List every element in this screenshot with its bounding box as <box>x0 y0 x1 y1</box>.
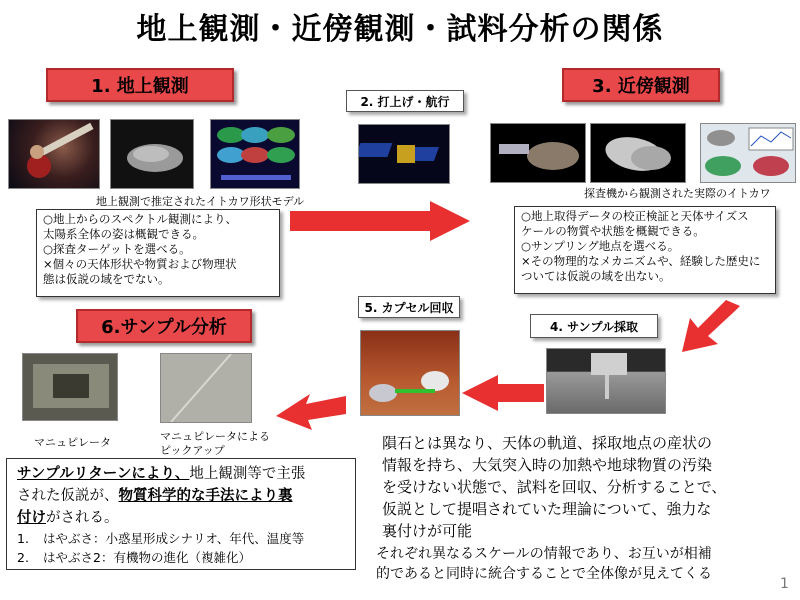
summary-text-1: 地上観測等で主張 <box>189 466 306 482</box>
proximity-line-2: ケールの物質や状態を概観できる。 <box>521 224 705 238</box>
conclusion-text <box>376 544 786 584</box>
summary-item1-num: 1. <box>17 531 29 546</box>
proximity-line-3: ○サンプリング地点を選べる。 <box>521 239 680 253</box>
manipulator-caption: マニュピレータ <box>34 436 111 449</box>
ground-line-1: ○地上からのスペクトル観測により、 <box>43 212 238 226</box>
meteorite-comparison-text <box>382 432 792 542</box>
proximity-observation-header: 3. 近傍観測 <box>562 68 720 102</box>
summary-item2: はやぶさ2：有機物の進化（複雑化） <box>43 550 251 565</box>
spectral-map-image <box>210 119 300 189</box>
summary-item2-num: 2. <box>17 550 29 565</box>
sample-collection-header: 4. サンプル採取 <box>530 314 658 338</box>
meteorite-line-2: 情報を持ち、大気突入時の加熱や地球物質の汚染 <box>382 456 713 474</box>
spacecraft-image <box>358 124 450 184</box>
conclusion-line-1: それぞれ異なるスケールの情報であり、お互いが相補 <box>376 546 712 562</box>
ground-observation-header: 1. 地上観測 <box>46 68 234 102</box>
summary-text-2: された仮説が、 <box>17 488 119 504</box>
ground-model-caption: 地上観測で推定されたイトカワ形状モデル <box>96 195 305 208</box>
proximity-line-4: ×その物理的なメカニズムや、経験した歴史に <box>521 254 761 268</box>
arrow-down-left-icon <box>676 300 746 356</box>
itokawa-model-image <box>110 119 194 189</box>
arrow-left-lower-icon <box>276 390 346 430</box>
proximity-line-5: ついては仮説の域を出ない。 <box>521 269 671 283</box>
capsule-recovery-image <box>360 330 460 416</box>
summary-item1: はやぶさ：小惑星形成シナリオ、年代、温度等 <box>43 531 305 546</box>
meteorite-line-4: 仮説として提唱されていた理論について、強力な <box>382 500 712 518</box>
probe-asteroid-image <box>490 123 586 183</box>
summary-emph-1: サンプルリターンにより、 <box>17 466 190 482</box>
summary-text-3: がされる。 <box>46 510 119 526</box>
meteorite-line-1: 隕石とは異なり、天体の軌道、採取地点の産状の <box>382 434 713 452</box>
arrow-right-top-icon <box>290 201 474 241</box>
meteorite-line-3: を受けない状態で、試料を回収、分析することで、 <box>382 478 727 496</box>
proximity-data-image <box>700 123 796 183</box>
page-title: 地上観測・近傍観測・試料分析の関係 <box>136 12 664 47</box>
page-number: 1 <box>780 576 789 592</box>
conclusion-line-2: 的であると同時に統合することで全体像が見えてくる <box>376 566 712 582</box>
manipulator-pickup-image <box>160 353 252 423</box>
capsule-recovery-header: 5. カプセル回収 <box>358 296 460 318</box>
manipulator-image <box>22 353 118 421</box>
arrow-left-middle-icon <box>462 375 544 411</box>
launch-cruise-header: 2. 打上げ・航行 <box>346 90 464 112</box>
sample-analysis-header: 6.サンプル分析 <box>76 309 252 343</box>
ground-line-3: ○探査ターゲットを選べる。 <box>43 242 191 256</box>
summary-emph-2: 物質科学的な手法により裏 <box>118 488 293 504</box>
sample-collection-image <box>546 348 666 414</box>
meteorite-line-5: 裏付けが可能 <box>382 522 473 540</box>
itokawa-photo-image <box>590 123 686 183</box>
proximity-line-1: ○地上取得データの校正検証と天体サイズス <box>521 209 749 223</box>
summary-box <box>6 458 356 570</box>
ground-line-4: ×個々の天体形状や物質および物理状 <box>43 257 237 271</box>
pickup-caption-2: ピックアップ <box>160 444 225 457</box>
telescope-observer-image <box>8 119 100 189</box>
pickup-caption-1: マニュピレータによる <box>160 430 270 443</box>
ground-line-2: 太陽系全体の姿は概観できる。 <box>43 227 204 241</box>
proximity-observation-textbox <box>514 206 776 294</box>
proximity-caption: 探査機から観測された実際のイトカワ <box>584 187 771 200</box>
summary-emph-3: 付け <box>17 510 46 526</box>
ground-line-5: 態は仮説の域をでない。 <box>43 272 170 286</box>
ground-observation-textbox <box>36 209 280 297</box>
